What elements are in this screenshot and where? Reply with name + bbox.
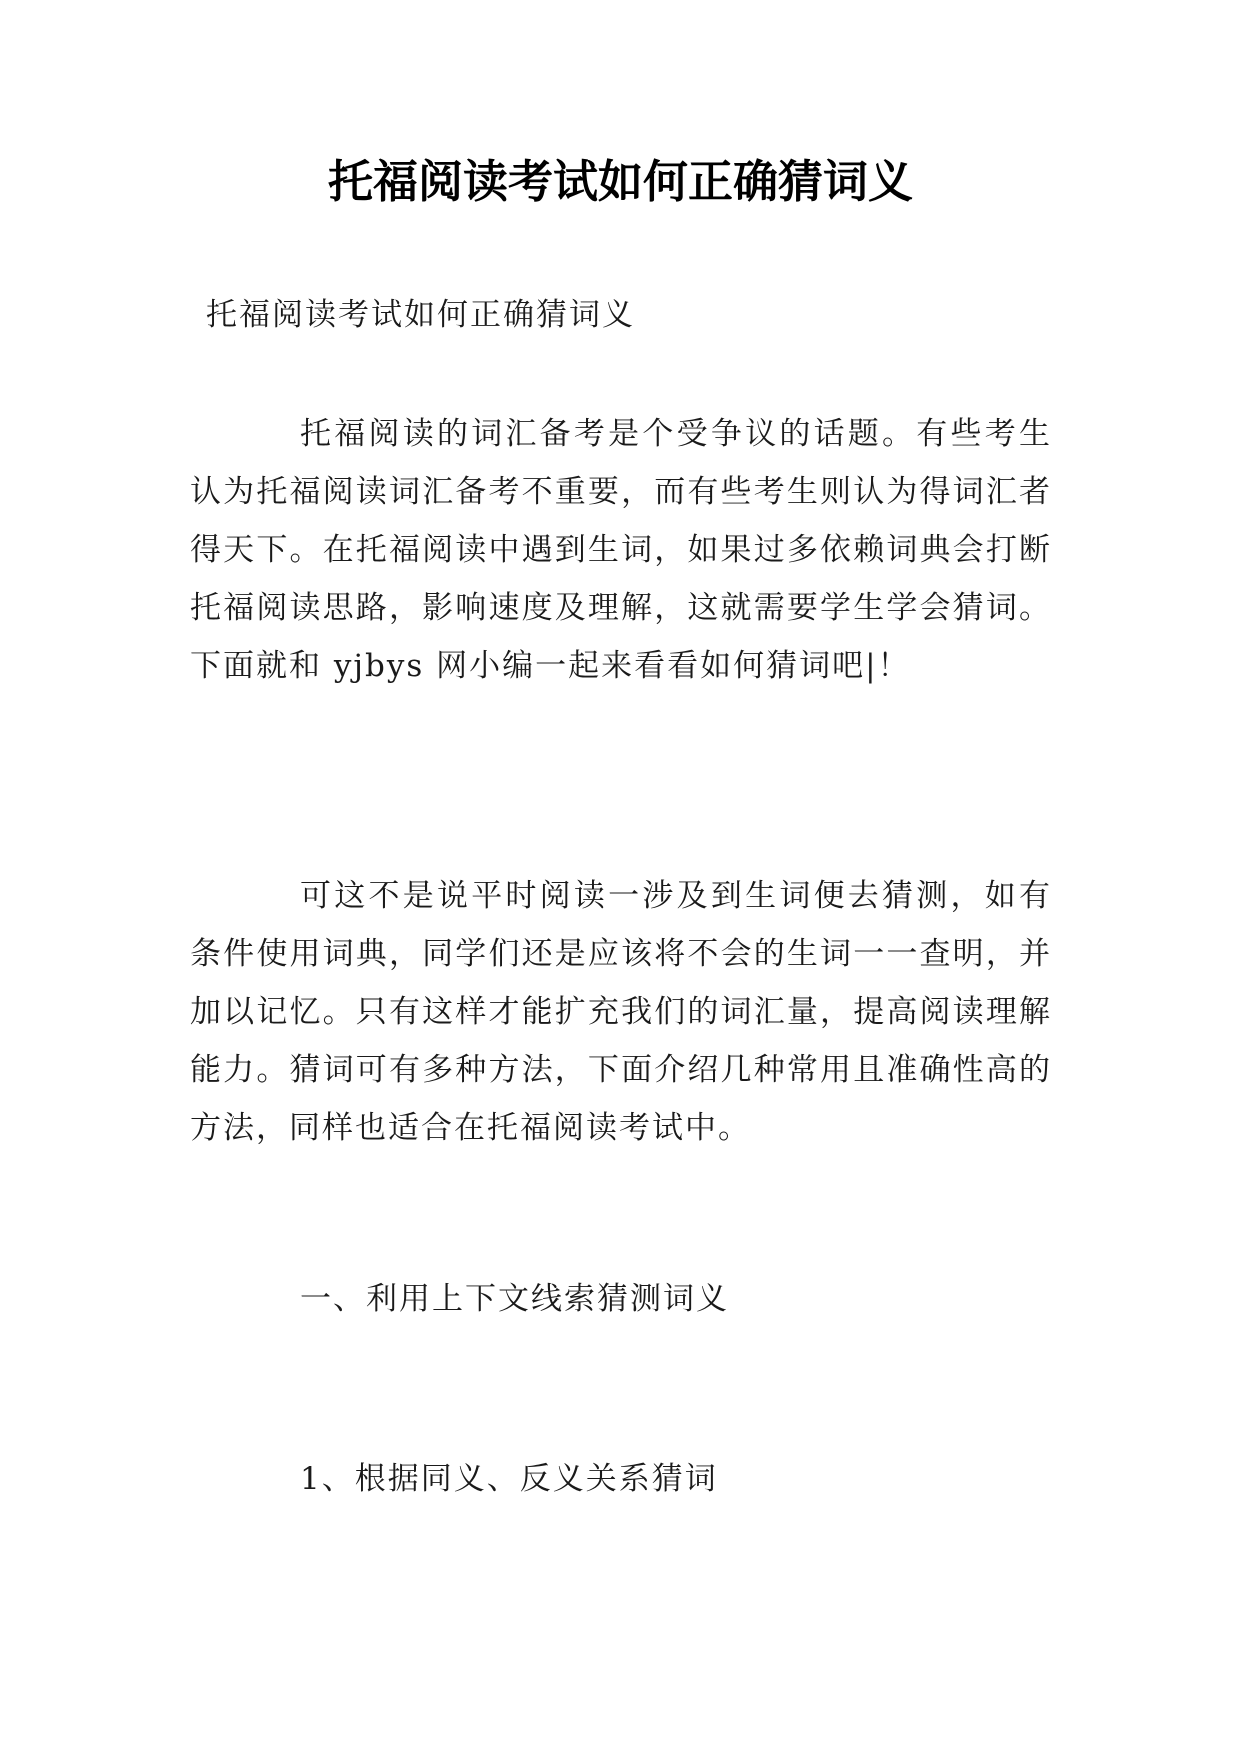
document-subtitle: 托福阅读考试如何正确猜词义 <box>206 297 635 333</box>
section-heading: 一、利用上下文线索猜测词义 <box>300 1281 729 1317</box>
subsection-heading: 1、根据同义、反义关系猜词 <box>300 1461 718 1497</box>
paragraph-intro: 托福阅读的词汇备考是个受争议的话题。有些考生认为托福阅读词汇备考不重要，而有些考生则认为得词汇者得天下。在托福阅读中遇到生词，如果过多依赖词典会打断托福阅读思路，影响速度及理解，这就需要学生学会猜词。下面就和 yjbys 网小编一起来看看如何猜词吧|！ <box>190 416 1052 684</box>
paragraph-dictionary-advice: 可这不是说平时阅读一涉及到生词便去猜测，如有条件使用词典，同学们还是应该将不会的生词一一查明，并加以记忆。只有这样才能扩充我们的词汇量，提高阅读理解能力。猜词可有多种方法，下面介绍几种常用且准确性高的方法，同样也适合在托福阅读考试中。 <box>190 878 1052 1146</box>
document-title: 托福阅读考试如何正确猜词义 <box>327 155 913 208</box>
